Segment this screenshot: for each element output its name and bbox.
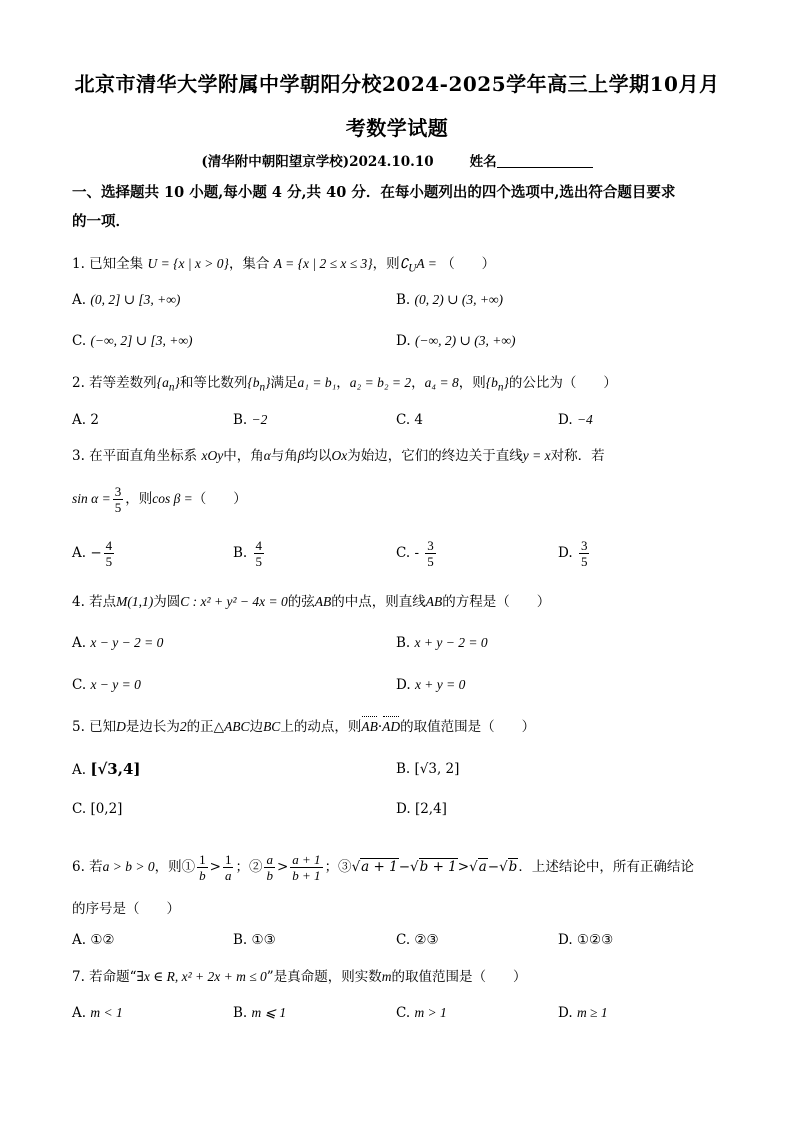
question-4-stem: 4. 若点M(1,1)为圆C : x² + y² − 4x = 0的弦AB的中点，则直线AB的方程是（ ） — [72, 594, 551, 610]
question-3-option-b: B. $\frac{4}{5}$ — [233, 538, 263, 569]
name-blank-line — [497, 153, 593, 168]
vector-ab: AB — [361, 717, 378, 737]
question-6-option-a: A. ①② — [72, 932, 115, 948]
question-2-stem: 2. 若等差数列$\{a_n\}$和等比数列$\{b_n\}$满足a₁ = b₁，a₂ = b₂ = 2，a₄ = 8，则$\{b_n\}$的公比为（ ） — [72, 375, 617, 394]
exam-title-line1: 北京市清华大学附属中学朝阳分校2024-2025学年高三上学期10月月 — [74, 72, 720, 96]
school-date: (清华附中朝阳望京学校)2024.10.10 — [201, 154, 434, 170]
question-5-stem: 5. 已知D是边长为2的正△ABC边BC上的动点，则AB·AD的取值范围是（ ） — [72, 719, 536, 735]
question-3-stem-line1: 3. 在平面直角坐标系 xOy中，角α与角β均以Ox为始边，它们的终边关于直线y = x对称．若 — [72, 448, 605, 464]
question-1-option-c: C. (−∞, 2] ∪ [3, +∞) — [72, 333, 193, 349]
question-3-option-d: D. $\frac{3}{5}$ — [558, 538, 588, 569]
question-5-option-a: A. [√3,4] — [72, 760, 141, 778]
question-6-stem-line2: 的序号是（ ） — [72, 901, 180, 917]
question-7-option-a: A. m < 1 — [72, 1005, 123, 1021]
question-3-stem-line2: sin α = $\frac{3}{5}$ ，则cos β =（ ） — [72, 484, 247, 515]
question-6-option-b: B. ①③ — [233, 932, 276, 948]
question-3-option-c: C. - $\frac{3}{5}$ — [396, 538, 434, 569]
vector-ad: AD — [382, 717, 400, 737]
question-1-option-d: D. (−∞, 2) ∪ (3, +∞) — [396, 333, 516, 349]
question-7-option-d: D. m ≥ 1 — [558, 1005, 608, 1021]
question-6-option-d: D. ①②③ — [558, 932, 614, 948]
section-heading-line1: 一、选择题共 10 小题,每小题 4 分,共 40 分．在每小题列出的四个选项中,选出符合题目要求 — [72, 184, 676, 201]
exam-title-line2: 考数学试题 — [345, 116, 449, 140]
question-7-stem: 7. 若命题“∃x ∈ R, x² + 2x + m ≤ 0”是真命题，则实数m的取值范围是（ ） — [72, 969, 527, 985]
question-7-option-c: C. m > 1 — [396, 1005, 447, 1021]
question-4-option-b: B. x + y − 2 = 0 — [396, 635, 488, 651]
section-heading — [72, 178, 724, 236]
question-4-option-d: D. x + y = 0 — [396, 677, 466, 693]
question-6-option-c: C. ②③ — [396, 932, 439, 948]
fraction: $\frac{3}{5}$ — [114, 484, 122, 515]
question-1-option-a: A. (0, 2] ∪ [3, +∞) — [72, 292, 181, 308]
name-label: 姓名 — [469, 154, 497, 170]
question-2-option-d: D. −4 — [558, 412, 593, 428]
question-4-option-a: A. x − y − 2 = 0 — [72, 635, 164, 651]
question-5-option-c: C. [0,2] — [72, 801, 123, 817]
question-7-option-b: B. m ⩽ 1 — [233, 1005, 287, 1021]
question-3-option-a: A. − $\frac{4}{5}$ — [72, 538, 113, 569]
question-1-stem: 1. 已知全集 U = {x | x > 0}，集合 A = {x | 2 ≤ x ≤ 3}，则$∁_UA$ = （ ） — [72, 256, 496, 275]
question-2-option-b: B. −2 — [233, 412, 268, 428]
school-date-name-row — [0, 150, 794, 170]
question-5-option-b: B. [√3, 2] — [396, 761, 460, 777]
section-heading-line2: 的一项． — [72, 213, 130, 230]
question-5-option-d: D. [2,4] — [396, 801, 447, 817]
question-2-option-a: A. 2 — [72, 412, 99, 428]
question-2-option-c: C. 4 — [396, 412, 424, 428]
question-4-option-c: C. x − y = 0 — [72, 677, 141, 693]
question-6-stem-line1: 6. 若a > b > 0，则① $\frac{1}{b}$ > $\frac{1}{a}$ ；② $\frac{a}{b}$ > $\frac{a + 1}{b + 1}$ ；③√a + 1−√b + 1>√a−√b．上述结论中，所有正确结论 — [72, 852, 694, 883]
question-1-option-b: B. (0, 2) ∪ (3, +∞) — [396, 292, 504, 308]
